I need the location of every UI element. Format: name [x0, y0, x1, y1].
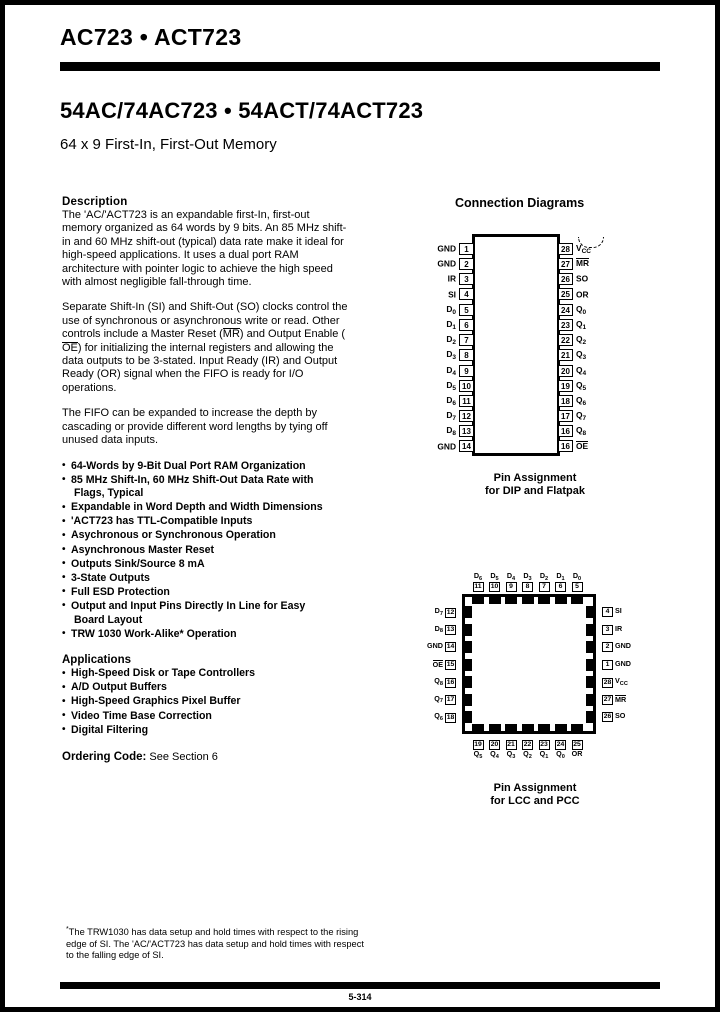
dip-pin-right-17: 17 $Q_7$ — [558, 409, 638, 422]
description-heading: Description — [62, 196, 128, 208]
feature-item — [62, 501, 362, 515]
lcc-pad-6 — [555, 595, 567, 604]
dip-caption — [400, 472, 670, 498]
dip-pin-right-23: 23 $Q_1$ — [558, 318, 638, 331]
lcc-pad-9 — [505, 595, 517, 604]
lcc-label-right-2: 2 GND — [602, 642, 631, 652]
ordering-code — [62, 751, 362, 763]
lcc-pad-12 — [463, 606, 472, 618]
lcc-pad-11 — [472, 595, 484, 604]
lcc-caption — [400, 782, 670, 808]
lcc-label-right-28: 28 $V_{CC}$ — [603, 676, 628, 687]
lcc-label-top-11: $D_6$ 11 — [473, 571, 483, 590]
lcc-label-bottom-23: 23 $Q_1$ — [539, 741, 549, 760]
lcc-pad-21 — [505, 724, 517, 733]
dip-pin-left-4: SI 4 — [412, 288, 474, 301]
running-header-title: AC723 • ACT723 — [60, 24, 242, 50]
dip-pin-left-7: $D_2$ 7 — [412, 333, 474, 346]
lcc-pad-1 — [586, 659, 595, 671]
dip-pin-left-9: $D_4$ 9 — [412, 364, 474, 377]
application-item — [62, 681, 362, 695]
application-item — [62, 724, 362, 738]
application-text: Digital Filtering — [71, 723, 149, 736]
feature-text-cont: Flags, Typical — [74, 487, 144, 500]
feature-text-cont: Board Layout — [74, 613, 143, 626]
lcc-pad-15 — [463, 659, 472, 671]
lcc-label-left-12: $D_7$ 12 — [434, 606, 455, 617]
lcc-label-bottom-24: 24 $Q_0$ — [556, 741, 565, 760]
lcc-pad-26 — [586, 711, 595, 723]
dip-pin-right-20: 20 $Q_4$ — [558, 364, 638, 377]
lcc-pad-7 — [538, 595, 550, 604]
application-item — [62, 710, 362, 724]
footnote-text: The TRW1030 has data setup and hold times with respect to the rising edge of SI. The 'AC/'ACT723 has data setup and hold times with respect to the falling edge of SI. — [66, 927, 364, 961]
lcc-pad-24 — [555, 724, 567, 733]
applications-list — [62, 667, 362, 737]
feature-item — [62, 586, 362, 600]
lcc-pad-20 — [489, 724, 501, 733]
lcc-label-bottom-19: 19 $Q_5$ — [473, 741, 483, 760]
oe-signal-overline: OE — [62, 341, 78, 354]
lcc-pad-5 — [571, 595, 583, 604]
feature-item — [62, 460, 362, 474]
dip-package-body — [472, 234, 560, 456]
lcc-label-top-7: $D_2$ 7 — [539, 571, 549, 590]
features-list — [62, 460, 362, 642]
description-paragraph-3: The FIFO can be expanded to increase the depth by cascading or provide different word lengths by tying off unused data inputs. — [62, 407, 328, 447]
feature-text: 'ACT723 has TTL-Compatible Inputs — [71, 515, 253, 528]
lcc-pad-4 — [586, 606, 595, 618]
dip-pin-left-5: $D_0$ 5 — [412, 303, 474, 316]
lcc-pad-18 — [463, 711, 472, 723]
lcc-pad-25 — [571, 724, 583, 733]
lcc-label-top-8: $D_3$ 8 — [523, 571, 532, 590]
lcc-pad-10 — [489, 595, 501, 604]
lcc-pad-14 — [463, 641, 472, 653]
page-number: 5-314 — [348, 992, 372, 1002]
lcc-label-left-17: $Q_7$ 17 — [434, 693, 455, 704]
feature-text: Output and Input Pins Directly In Line for Easy — [71, 599, 306, 612]
lcc-pad-17 — [463, 694, 472, 706]
dip-pin-right-22: 22 $Q_2$ — [558, 333, 638, 346]
feature-item — [62, 600, 362, 627]
feature-text: Expandable in Word Depth and Width Dimensions — [71, 501, 323, 514]
description-paragraph-2 — [62, 301, 350, 395]
lcc-label-top-10: $D_5$ 10 — [490, 571, 499, 590]
dip-pin-left-10: $D_5$ 10 — [412, 379, 474, 392]
application-text: Video Time Base Correction — [71, 709, 212, 722]
lcc-label-top-6: $D_1$ 6 — [556, 571, 565, 590]
feature-item — [62, 628, 362, 642]
lcc-pad-16 — [463, 676, 472, 688]
feature-item — [62, 544, 362, 558]
dip-pin-right-21: 21 $Q_3$ — [558, 348, 638, 361]
dip-pin-right-28: 28 $V_{CC}$ — [558, 242, 638, 255]
footnote — [66, 924, 366, 962]
lcc-pad-2 — [586, 641, 595, 653]
lcc-label-bottom-21: 21 $Q_3$ — [506, 741, 516, 760]
feature-item — [62, 558, 362, 572]
lcc-label-right-27: 27 MR — [603, 694, 627, 704]
dip-pin-left-6: $D_1$ 6 — [412, 318, 474, 331]
dip-pin-left-3: IR 3 — [412, 272, 474, 285]
feature-text: Asychronous or Synchronous Operation — [71, 529, 276, 542]
header-rule — [60, 62, 660, 71]
lcc-label-left-13: $D_8$ 13 — [434, 623, 455, 634]
lcc-label-bottom-20: 20 $Q_4$ — [490, 741, 499, 760]
lcc-label-bottom-25: 25 OR — [571, 741, 583, 758]
desc-p2-part-c: ) for initializing the internal registers and allowing the data outputs to be 3-stated. Input Ready (IR) and Output Ready (OR) signal when the FIFO is ready for I/O operations. — [62, 341, 338, 394]
dip-caption-line1: Pin Assignment — [493, 472, 577, 484]
desc-p2-part-b: ) and Output Enable ( — [239, 328, 346, 341]
dip-pin-left-13: $D_8$ 13 — [412, 424, 474, 437]
lcc-label-right-3: 3 IR — [602, 625, 622, 635]
lcc-package-body — [462, 594, 596, 734]
feature-text: Full ESD Protection — [71, 585, 170, 598]
dip-pin-right-24: 24 $Q_0$ — [558, 303, 638, 316]
application-text: High-Speed Disk or Tape Controllers — [71, 667, 256, 680]
ordering-code-value: See Section 6 — [149, 751, 218, 764]
dip-caption-line2: for DIP and Flatpak — [484, 485, 586, 497]
lcc-label-left-14: GND 14 — [427, 641, 455, 651]
lcc-label-right-1: 1 GND — [602, 660, 631, 670]
application-item — [62, 667, 362, 681]
ordering-code-label: Ordering Code: — [62, 751, 147, 764]
desc-p2-part-a: Separate Shift-In (SI) and Shift-Out (SO) clocks control the use of synchronous or asynchronous write or read. Other controls include a Master Reset ( — [62, 301, 348, 341]
lcc-pad-27 — [586, 694, 595, 706]
feature-item — [62, 515, 362, 529]
dip-pin-right-18: 18 $Q_6$ — [558, 394, 638, 407]
feature-item — [62, 572, 362, 586]
lcc-pad-19 — [472, 724, 484, 733]
description-paragraph-1: The 'AC/'ACT723 is an expandable first-In, first-out memory organized as 64 words by 9 bits. An 85 MHz shift-in and 60 MHz shift-out (typical) data rate make it ideal for high-speed applications. It uses a dual port RAM architecture with pointer logic to achieve the high speed with almost negligible fall-through time. — [62, 209, 347, 289]
lcc-pad-3 — [586, 624, 595, 636]
lcc-label-top-9: $D_4$ 9 — [506, 571, 516, 590]
lcc-label-top-5: $D_0$ 5 — [572, 571, 582, 590]
dip-pin-left-1: GND 1 — [412, 242, 474, 255]
lcc-package-diagram — [400, 570, 670, 770]
lcc-label-left-15: OE 15 — [432, 659, 455, 669]
feature-text: 85 MHz Shift-In, 60 MHz Shift-Out Data Rate with — [71, 473, 314, 486]
left-column — [62, 196, 362, 763]
footnote-marker: * — [66, 926, 69, 933]
lcc-caption-line2: for LCC and PCC — [490, 795, 580, 807]
application-item — [62, 695, 362, 709]
footer-rule — [60, 982, 660, 989]
dip-pin-left-12: $D_7$ 12 — [412, 409, 474, 422]
feature-text: 64-Words by 9-Bit Dual Port RAM Organization — [71, 459, 306, 472]
feature-text: 3-State Outputs — [71, 571, 150, 584]
page-title: 54AC/74AC723 • 54ACT/74ACT723 — [60, 98, 424, 123]
lcc-label-left-16: $Q_8$ 16 — [434, 676, 455, 687]
feature-text: Asynchronous Master Reset — [71, 543, 215, 556]
feature-item — [62, 529, 362, 543]
application-text: A/D Output Buffers — [71, 681, 167, 694]
dip-pin-right-26: 26 SO — [558, 272, 638, 285]
applications-heading: Applications — [62, 654, 132, 667]
lcc-label-left-18: $Q_6$ 18 — [434, 711, 455, 722]
dip-pin-right-16: 16 $Q_8$ — [558, 424, 638, 437]
mr-signal-overline: MR — [222, 328, 240, 341]
dip-package-diagram — [400, 232, 670, 464]
dip-pin-right-16: 16 OE — [558, 440, 638, 453]
dip-pin-right-19: 19 $Q_5$ — [558, 379, 638, 392]
dip-pin-right-25: 25 OR — [558, 288, 638, 301]
feature-text: TRW 1030 Work-Alike* Operation — [71, 627, 237, 640]
lcc-label-right-4: 4 SI — [602, 607, 622, 617]
lcc-pad-22 — [522, 724, 534, 733]
dip-pin-left-2: GND 2 — [412, 257, 474, 270]
application-text: High-Speed Graphics Pixel Buffer — [71, 695, 241, 708]
lcc-label-bottom-22: 22 $Q_2$ — [523, 741, 532, 760]
dip-pin-right-27: 27 MR — [558, 257, 638, 270]
dip-pin-left-8: $D_3$ 8 — [412, 348, 474, 361]
dip-pin-left-14: GND 14 — [412, 440, 474, 453]
feature-text: Outputs Sink/Source 8 mA — [71, 557, 205, 570]
lcc-pad-13 — [463, 624, 472, 636]
lcc-label-right-26: 26 SO — [603, 711, 626, 721]
feature-item — [62, 474, 362, 501]
page-subtitle: 64 x 9 First-In, First-Out Memory — [60, 136, 277, 153]
lcc-pad-28 — [586, 676, 595, 688]
lcc-pad-23 — [538, 724, 550, 733]
lcc-caption-line1: Pin Assignment — [493, 782, 577, 794]
connection-diagrams-heading: Connection Diagrams — [455, 196, 585, 210]
dip-pin-left-11: $D_6$ 11 — [412, 394, 474, 407]
lcc-pad-8 — [522, 595, 534, 604]
